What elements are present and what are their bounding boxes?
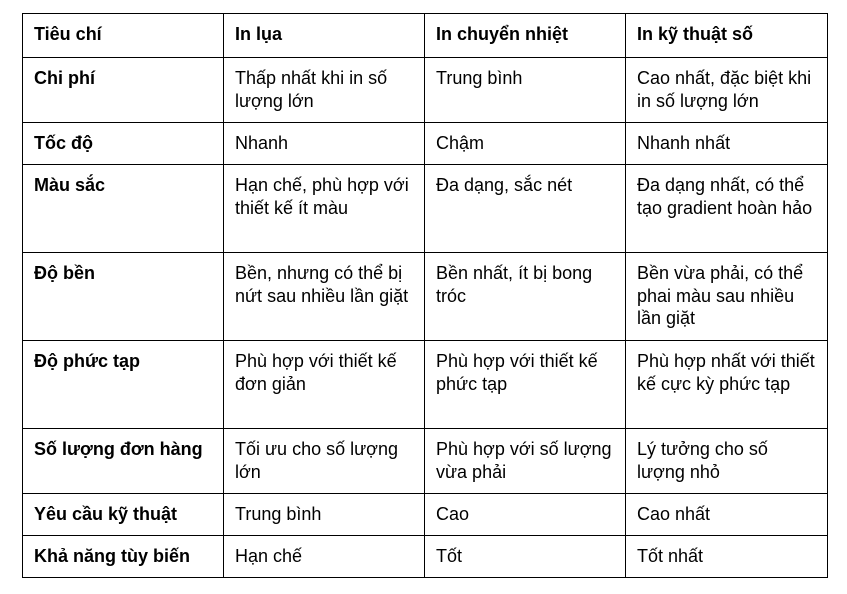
table-cell: Nhanh: [224, 123, 425, 165]
table-cell: Cao nhất, đặc biệt khi in số lượng lớn: [626, 58, 828, 123]
table-cell: Lý tưởng cho số lượng nhỏ: [626, 429, 828, 494]
criteria-cell: Yêu cầu kỹ thuật: [23, 494, 224, 536]
table-cell: Phù hợp với số lượng vừa phải: [425, 429, 626, 494]
comparison-table: [22, 13, 828, 578]
table-row: [23, 429, 828, 494]
table-cell: Tốt nhất: [626, 536, 828, 578]
table-row: [23, 165, 828, 253]
table-header-row: [23, 14, 828, 58]
criteria-cell: Màu sắc: [23, 165, 224, 253]
table-cell: Nhanh nhất: [626, 123, 828, 165]
table-cell: Bền vừa phải, có thể phai màu sau nhiều lần giặt: [626, 253, 828, 341]
table-cell: Hạn chế: [224, 536, 425, 578]
table-cell: Cao: [425, 494, 626, 536]
criteria-cell: Tốc độ: [23, 123, 224, 165]
header-criteria: Tiêu chí: [23, 14, 224, 58]
table-cell: Đa dạng, sắc nét: [425, 165, 626, 253]
table-cell: Tối ưu cho số lượng lớn: [224, 429, 425, 494]
table-row: [23, 494, 828, 536]
table-cell: Tốt: [425, 536, 626, 578]
table-cell: Cao nhất: [626, 494, 828, 536]
table-cell: Thấp nhất khi in số lượng lớn: [224, 58, 425, 123]
criteria-cell: Độ bền: [23, 253, 224, 341]
table-cell: Phù hợp với thiết kế đơn giản: [224, 341, 425, 429]
table-row: [23, 253, 828, 341]
table-row: [23, 536, 828, 578]
table-row: [23, 341, 828, 429]
table-cell: Chậm: [425, 123, 626, 165]
table-cell: Đa dạng nhất, có thể tạo gradient hoàn hảo: [626, 165, 828, 253]
table-cell: Bền nhất, ít bị bong tróc: [425, 253, 626, 341]
header-screen-printing: In lụa: [224, 14, 425, 58]
criteria-cell: Khả năng tùy biến: [23, 536, 224, 578]
table-cell: Phù hợp với thiết kế phức tạp: [425, 341, 626, 429]
criteria-cell: Chi phí: [23, 58, 224, 123]
table-row: [23, 123, 828, 165]
table-cell: Hạn chế, phù hợp với thiết kế ít màu: [224, 165, 425, 253]
criteria-cell: Độ phức tạp: [23, 341, 224, 429]
table-cell: Bền, nhưng có thể bị nứt sau nhiều lần giặt: [224, 253, 425, 341]
header-digital-printing: In kỹ thuật số: [626, 14, 828, 58]
criteria-cell: Số lượng đơn hàng: [23, 429, 224, 494]
table-cell: Trung bình: [224, 494, 425, 536]
table-cell: Phù hợp nhất với thiết kế cực kỳ phức tạp: [626, 341, 828, 429]
table-cell: Trung bình: [425, 58, 626, 123]
header-heat-transfer: In chuyển nhiệt: [425, 14, 626, 58]
table-row: [23, 58, 828, 123]
